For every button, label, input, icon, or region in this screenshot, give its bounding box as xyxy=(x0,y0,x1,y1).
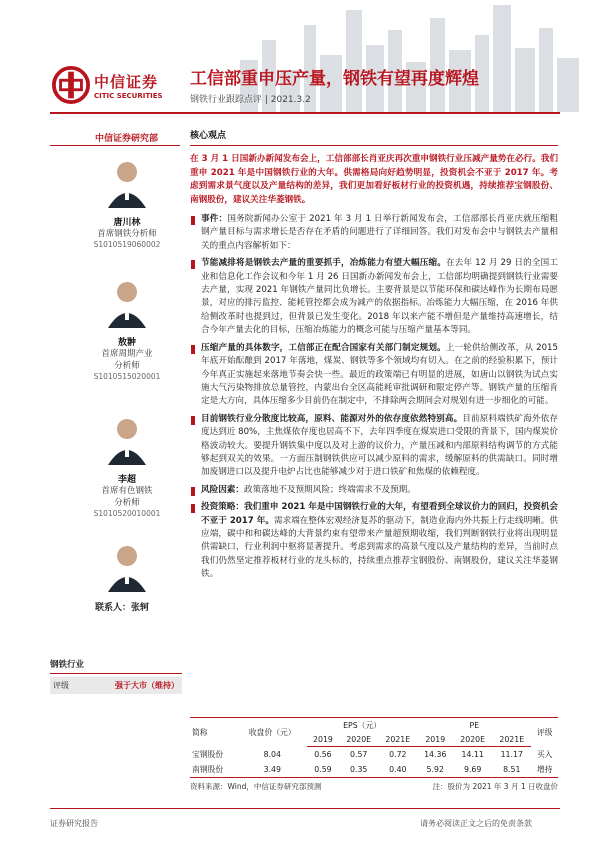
rating-box xyxy=(50,658,182,694)
analyst-title-2: 分析师 xyxy=(114,361,140,371)
table-notes xyxy=(190,781,558,792)
paragraph-lead: 压缩产量的具体数字，工信部正在配合国家有关部门制定规划。 xyxy=(201,342,446,353)
valuation-table xyxy=(190,717,558,778)
analyst-photo xyxy=(106,158,148,208)
analyst-id: S1010520010001 xyxy=(93,509,161,518)
rating-sector: 钢铁行业 xyxy=(50,658,182,674)
sidebar-divider xyxy=(50,145,180,146)
paragraph xyxy=(190,484,558,497)
table-header-price: 收盘价（元） xyxy=(248,727,296,737)
paragraph-text: 需求端在整体宏观经济复苏的驱动下，制造业海内外共振上行走线明晰。供应端，碳中和和碳达峰的大背景约束有望带来产量超预期收缩，我们判断钢铁行业将出现明显供需缺口，行业利润中枢将显著提升。考虑到需求的高景气度以及产量结构的差异，当前时点我们仍然坚定推荐板材行业的龙头标的，持续重点推荐宝钢股份、南钢股份，建议关注华菱钢铁。 xyxy=(201,515,558,580)
report-title: 工信部重申压产量，钢铁有望再度辉煌 xyxy=(190,69,479,89)
research-dept-label: 中信证券研究部 xyxy=(95,134,159,144)
table-row xyxy=(190,762,558,778)
table-cell: 买入 xyxy=(536,749,553,759)
table-cell: 14.36 xyxy=(424,749,447,759)
table-header-year: 2021E xyxy=(378,733,417,747)
table-cell: 0.40 xyxy=(378,762,417,778)
analyst-name: 敖翀 xyxy=(117,338,136,348)
table-header-rating: 评级 xyxy=(536,727,553,737)
paragraph xyxy=(190,257,558,337)
footer-divider xyxy=(50,808,560,809)
main-content xyxy=(190,130,558,582)
analyst-card xyxy=(72,278,182,381)
paragraph-text: 政策落地不及预期风险；终端需求不及预期。 xyxy=(243,484,416,495)
rating-label: 评级 xyxy=(53,681,69,690)
paragraph-text: 国务院新闻办公室于 2021 年 3 月 1 日举行新闻发布会，工信部部长肖亚庆就压缩粗钢产量目标与需求增长是否存在矛盾的问题进行了详细回答。我们对发布会中与钢铁去产量相关的重点内容解析如下： xyxy=(201,214,558,251)
paragraph xyxy=(190,413,558,480)
table-header-year: 2019 xyxy=(417,733,453,747)
analyst-id: S1010519060002 xyxy=(93,240,161,249)
table-header-row xyxy=(190,718,558,734)
paragraph-lead: 投资策略：我们重申 2021 年是中国钢铁行业的大年，有望看到全球议价力的回归，投资机会不亚于 2017 年。 xyxy=(201,502,558,526)
table-header-year: 2020E xyxy=(453,733,492,747)
logo-text-cn: 中信证券 xyxy=(94,72,159,91)
table-row xyxy=(190,747,558,762)
table-header-pe: PE xyxy=(469,721,480,730)
table-cell: 0.56 xyxy=(314,749,332,759)
citic-logo xyxy=(52,66,163,104)
table-cell: 南钢股份 xyxy=(190,762,238,778)
contact-photo xyxy=(106,542,148,592)
paragraph-text: 上一轮供给侧改革，从 2015 年底开始酝酿到 2017 年落地，煤炭、钢铁等多个领域均有切入。在之前的经验积累下，预计今年真正实施起来落地节奏会快一些。最近的政策端已有明显的进展，如唐山以钢铁为试点实施大气污染物排放总量管控，内蒙出台全区高能耗审批调研和限定停产等。钢铁产量的压缩肯定是大方向，具体压缩多少目前仍在制定中，不排除两会期间会对规划有进一步细化的可能。 xyxy=(201,342,558,407)
contact-photo-card xyxy=(72,542,182,592)
analyst-photo xyxy=(106,415,148,465)
analyst-card xyxy=(72,415,182,518)
table-source: 资料来源：Wind，中信证券研究部预测 xyxy=(190,782,322,791)
header-divider xyxy=(50,112,560,114)
table-header-name: 简称 xyxy=(192,727,208,737)
core-view: 在 3 月 1 日国新办新闻发布会上，工信部部长肖亚庆再次重申钢铁行业压减产量势在必行。我们重申 2021 年是中国钢铁行业的大年。供需格局向好趋势明显，投资机会不亚于 2017 年。考虑到需求景气度以及产量结构的差异，我们更加看好板材行业的投资机遇，持续推荐宝钢股份、南钢股份，建议关注华菱钢铁。 xyxy=(190,154,558,205)
table-cell: 9.69 xyxy=(453,762,492,778)
paragraph xyxy=(190,501,558,581)
footer-left: 证券研究报告 xyxy=(50,819,98,828)
table-cell: 14.11 xyxy=(461,749,484,759)
table-cell: 0.72 xyxy=(389,749,407,759)
analyst-title: 首席钢铁分析师 xyxy=(97,229,157,239)
logo-text-en: CITIC SECURITIES xyxy=(94,91,163,100)
paragraph xyxy=(190,213,558,253)
table-header-year: 2021E xyxy=(492,733,531,747)
rating-row xyxy=(50,677,182,694)
table-cell: 增持 xyxy=(531,762,558,778)
citic-emblem-icon xyxy=(52,66,90,104)
table-header-eps: EPS（元） xyxy=(343,721,382,730)
contact-person: 联系人：张轲 xyxy=(95,603,150,613)
analyst-photo xyxy=(106,278,148,328)
paragraph-lead: 事件： xyxy=(201,214,228,225)
paragraph-text: 在去年 12 月 29 日的全国工业和信息化工作会议和今年 1 月 26 日国新办新闻发布会上，工信部均明确提到钢铁行业需要去产量，实现 2021 年钢铁产量同比负增长。主要背景是以节能环保和碳达峰作为长期布局愿景，对应的排污监控、能耗管控都会成为减产的依据指标。冶炼能力大幅压缩，在 2016 年供给侧改革时也提到过，但背景已发生变化。2018 年以来产能不增但是产量维持高速增长，结合今年产量去化的目标，压缩冶炼能力的概念可能与压缩产量基本等同。 xyxy=(201,258,558,336)
table-header-year: 2019 xyxy=(307,733,339,747)
table-cell: 11.17 xyxy=(500,749,523,759)
analyst-title: 首席周期产业 xyxy=(101,349,153,359)
paragraph-lead: 目前钢铁行业分散度比较高，原料、能源对外的依存度依然特别高。 xyxy=(201,413,463,424)
table-cell: 8.51 xyxy=(492,762,531,778)
report-subtitle: 钢铁行业跟踪点评 | 2021.3.2 xyxy=(190,95,311,105)
table-cell: 3.49 xyxy=(238,762,307,778)
analyst-card xyxy=(72,158,182,249)
analyst-id: S1010515020001 xyxy=(93,372,161,381)
table-cell: 0.59 xyxy=(307,762,339,778)
analyst-name: 唐川林 xyxy=(113,218,141,228)
section-title: 核心观点 xyxy=(190,131,227,141)
analyst-title-2: 分析师 xyxy=(114,498,140,508)
footer-disclaimer: 请务必阅读正文之后的免责条款 xyxy=(420,819,532,828)
table-cell: 8.04 xyxy=(263,749,281,759)
table-header-year: 2020E xyxy=(339,733,378,747)
table-cell: 5.92 xyxy=(417,762,453,778)
rating-value: 强于大市（维持） xyxy=(115,681,179,690)
table-note: 注：股价为 2021 年 3 月 1 日收盘价 xyxy=(432,782,558,791)
table-cell: 0.35 xyxy=(339,762,378,778)
paragraph-text: 目前原料端铁矿海外依存度达到近 80%，主焦煤依存度也居高不下，去年四季度在煤炭进口受限的背景下，国内煤炭价格波动较大。要提升钢铁集中度以及对上游的议价力，产量压减和内部原料结构调节的方式能够起到双关的效果。一方面压制钢铁供应可以减少原料的需求，缓解原料的供需缺口。同时增加废钢进口以及提升电炉占比也能够减少对于进口铁矿和焦煤的依赖程度。 xyxy=(201,413,558,478)
analyst-title: 首席有色钢铁 xyxy=(101,486,153,496)
analyst-name: 李超 xyxy=(117,475,136,485)
table-cell: 0.57 xyxy=(350,749,368,759)
paragraph-lead: 节能减排将是钢铁去产量的重要抓手，冶炼能力有望大幅压缩。 xyxy=(201,258,446,269)
table-cell: 宝钢股份 xyxy=(192,749,224,759)
paragraph-lead: 风险因素： xyxy=(201,484,244,495)
paragraph xyxy=(190,342,558,409)
